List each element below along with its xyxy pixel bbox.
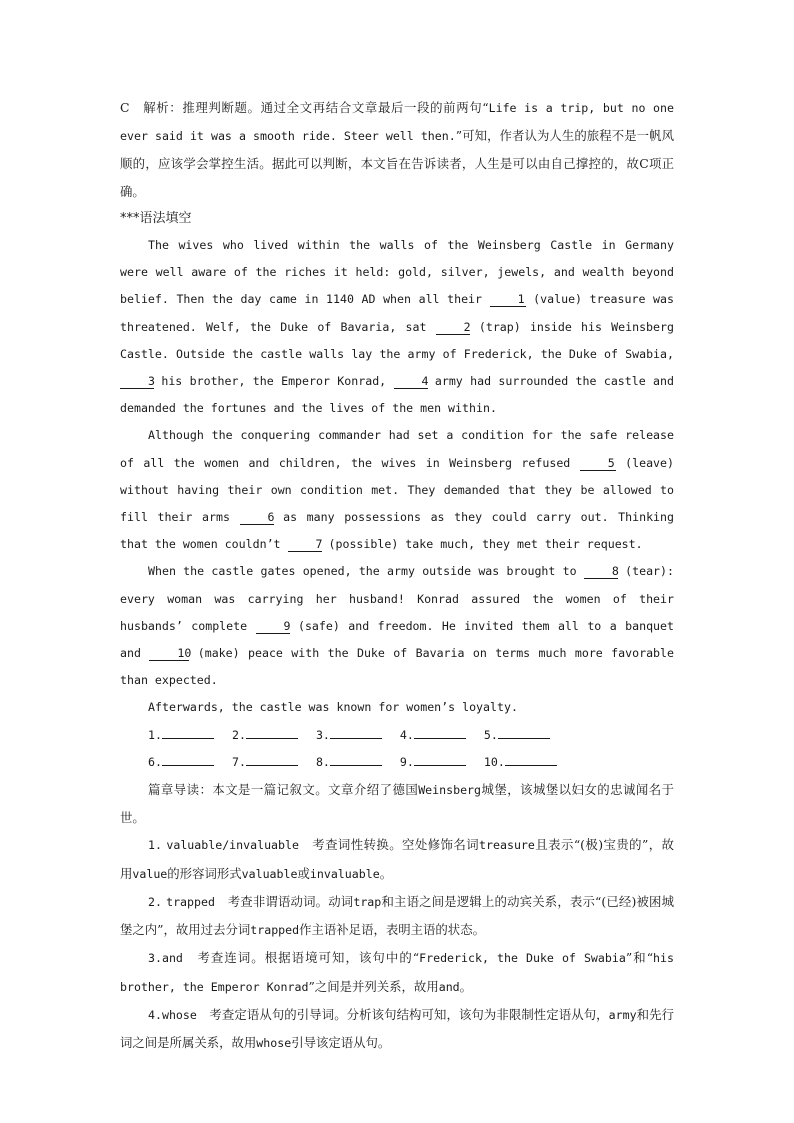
answer-slot[interactable] <box>148 722 214 749</box>
passage-text: his brother, the Emperor Konrad, <box>154 374 394 389</box>
passage-paragraph-2 <box>120 422 674 558</box>
analysis-text: 解析：推理判断题。通过全文再结合文章最后一段的前两句“ <box>143 100 489 115</box>
answer-line[interactable] <box>498 726 550 739</box>
answer-line[interactable] <box>330 753 382 766</box>
document-page <box>120 94 674 1057</box>
answer-slot[interactable] <box>232 749 298 776</box>
explanation-key: trapped <box>166 894 215 909</box>
answer-number: 10. <box>483 754 505 769</box>
answer-number: 2. <box>231 727 246 742</box>
passage-paragraph-4: Afterwards, the castle was known for women’s loyalty. <box>148 700 518 715</box>
guide-text: 篇章导读：本文是一篇记叙文。文章介绍了德国 <box>148 782 419 798</box>
explanation-number: 2. <box>148 894 162 909</box>
explanation-word: army <box>608 1007 637 1022</box>
answer-row-1 <box>120 722 674 749</box>
answer-number: 8. <box>315 754 330 769</box>
blank-8[interactable]: 8 <box>584 564 618 579</box>
answer-line[interactable] <box>330 726 382 739</box>
answer-line[interactable] <box>246 726 298 739</box>
explanation-text: ”和“ <box>625 950 654 966</box>
guide-text-cont: 城堡，该城堡以妇女的忠诚闻名于世。 <box>120 782 675 826</box>
passage-text: (value) treasure was threatened. Welf, the Duke of Bavaria, sat <box>120 292 674 334</box>
guide-paragraph <box>120 776 674 831</box>
blank-6[interactable]: 6 <box>240 510 274 525</box>
answer-number: 9. <box>399 754 414 769</box>
answer-row-2 <box>120 749 674 776</box>
explanation-text: 和主语之间是逻辑上的动宾关系，表示“(已经)被困城堡之内”，故用过去分词 <box>120 893 674 938</box>
passage-text: (tear): every woman was carrying her husband! Konrad assured the women of their husbands’ complete <box>120 564 674 633</box>
blank-5[interactable]: 5 <box>580 456 616 471</box>
explanation-number: 4. <box>148 1007 162 1022</box>
answer-number: 5. <box>483 727 498 742</box>
answer-slot[interactable] <box>400 749 466 776</box>
explanation-key: and <box>161 951 183 966</box>
explanation-2 <box>120 888 674 944</box>
explanation-4 <box>120 1001 674 1057</box>
blank-1[interactable]: 1 <box>490 292 526 307</box>
answer-slot[interactable] <box>316 749 382 776</box>
explanation-text: 且表示“(极)宝贵的”，故用 <box>120 837 675 881</box>
passage-text: The wives who lived within the walls of the Weinsberg Castle in Germany were well aware of the riches it held: gold, silver, jewels, and wealth beyond belief. Then the day came in 1140 AD when all their <box>120 238 674 307</box>
answer-number: 1. <box>148 727 162 742</box>
passage-text: (possible) take much, they met their request. <box>321 537 643 552</box>
answer-sheet <box>120 722 674 776</box>
answer-slot[interactable] <box>148 749 214 776</box>
answer-line[interactable] <box>162 726 214 739</box>
answer-line[interactable] <box>505 753 557 766</box>
explanation-quote: Frederick, the Duke of Swabia <box>419 951 626 966</box>
blank-9[interactable]: 9 <box>256 619 290 634</box>
answer-letter: C <box>120 100 130 115</box>
passage-text: (trap) inside his Weinsberg Castle. Outside the castle walls lay the army of Frederick, the Duke of Swabia, <box>120 319 674 361</box>
explanation-text: 考查非谓语动词。动词 <box>214 893 354 909</box>
passage-text: (make) peace with the Duke of Bavaria on terms much more favorable than expected. <box>120 646 674 688</box>
explanation-text: 考查连词。根据语境可知，该句中的“ <box>182 950 420 966</box>
passage-text: (leave) without having their own condition met. They demanded that they be allowed to fill their arms <box>120 455 674 525</box>
explanation-text: 。 <box>459 978 473 994</box>
analysis-paragraph <box>120 94 674 205</box>
explanation-word: treasure <box>479 838 535 853</box>
explanation-3 <box>120 944 674 1000</box>
answer-line[interactable] <box>414 753 466 766</box>
explanation-word: valuable <box>241 866 298 881</box>
explanation-1 <box>120 831 674 887</box>
explanation-number: 3. <box>148 951 162 966</box>
answer-slot[interactable] <box>232 722 298 749</box>
answer-number: 7. <box>231 754 246 769</box>
analysis-text-cont: ”可知，作者认为人生的旅程不是一帆风顺的，应该学会掌控生活。据此可以判断，本文旨在告诉读者，人生是可以由自己撑控的，故C项正确。 <box>120 128 674 199</box>
explanation-text: 作主语补足语，表明主语的状态。 <box>299 922 485 938</box>
explanation-word: invaluable <box>309 866 380 881</box>
explanation-word: and <box>438 979 460 994</box>
answer-line[interactable] <box>414 726 466 739</box>
passage <box>120 232 674 722</box>
explanation-text: ”之间是并列关系，故用 <box>308 978 439 994</box>
explanation-number: 1. <box>148 838 162 853</box>
blank-3[interactable]: 3 <box>120 374 154 389</box>
answer-number: 3. <box>315 727 330 742</box>
answer-slot[interactable] <box>484 749 557 776</box>
blank-2[interactable]: 2 <box>436 320 470 335</box>
explanation-word: whose <box>256 1035 292 1050</box>
answer-slot[interactable] <box>484 722 550 749</box>
explanation-text: 和先行词之间是所属关系，故用 <box>120 1006 675 1050</box>
guide-word: Weinsberg <box>418 783 482 798</box>
explanation-word: trapped <box>250 923 300 938</box>
explanation-quote: his brother, the Emperor Konrad <box>120 951 674 994</box>
passage-text: When the castle gates opened, the army outside was brought to <box>148 564 584 579</box>
passage-paragraph-3 <box>120 558 674 694</box>
passage-text: as many possessions as they could carry out. Thinking that the women couldn’t <box>120 510 674 552</box>
explanation-text: 考查定语从句的引导词。分析该句结构可知，该句为非限制性定语从句， <box>196 1006 609 1022</box>
blank-7[interactable]: 7 <box>288 537 322 552</box>
blank-4[interactable]: 4 <box>394 374 428 389</box>
blank-10[interactable]: 10 <box>149 646 189 661</box>
explanation-text: 或 <box>297 865 310 881</box>
explanation-text: 的形容词形式 <box>167 865 242 881</box>
explanation-key: valuable/invaluable <box>166 838 299 853</box>
explanation-key: whose <box>161 1007 197 1022</box>
explanation-text: 引导该定语从句。 <box>291 1034 391 1050</box>
answer-slot[interactable] <box>316 722 382 749</box>
explanation-word: trap <box>353 894 382 909</box>
explanation-text: 考查词性转换。空处修饰名词 <box>298 837 480 853</box>
answer-line[interactable] <box>162 753 214 766</box>
passage-paragraph-1 <box>120 232 674 422</box>
explanation-text: 。 <box>379 865 393 881</box>
passage-text: army had surrounded the castle and demanded the fortunes and the lives of the men within. <box>120 374 674 416</box>
analysis-quote: Life is a trip, but no one ever said it was a smooth ride. Steer well then. <box>120 101 674 144</box>
answer-number: 4. <box>399 727 414 742</box>
passage-text: (safe) and freedom. He invited them all to a banquet and <box>120 618 674 661</box>
answer-line[interactable] <box>246 753 298 766</box>
section-heading: ***语法填空 <box>120 210 192 226</box>
answer-number: 6. <box>148 754 162 769</box>
passage-text: Although the conquering commander had set a condition for the safe release of all the women and children, the wives in Weinsberg refused <box>120 428 674 470</box>
answer-slot[interactable] <box>400 722 466 749</box>
explanation-word: value <box>132 866 168 881</box>
